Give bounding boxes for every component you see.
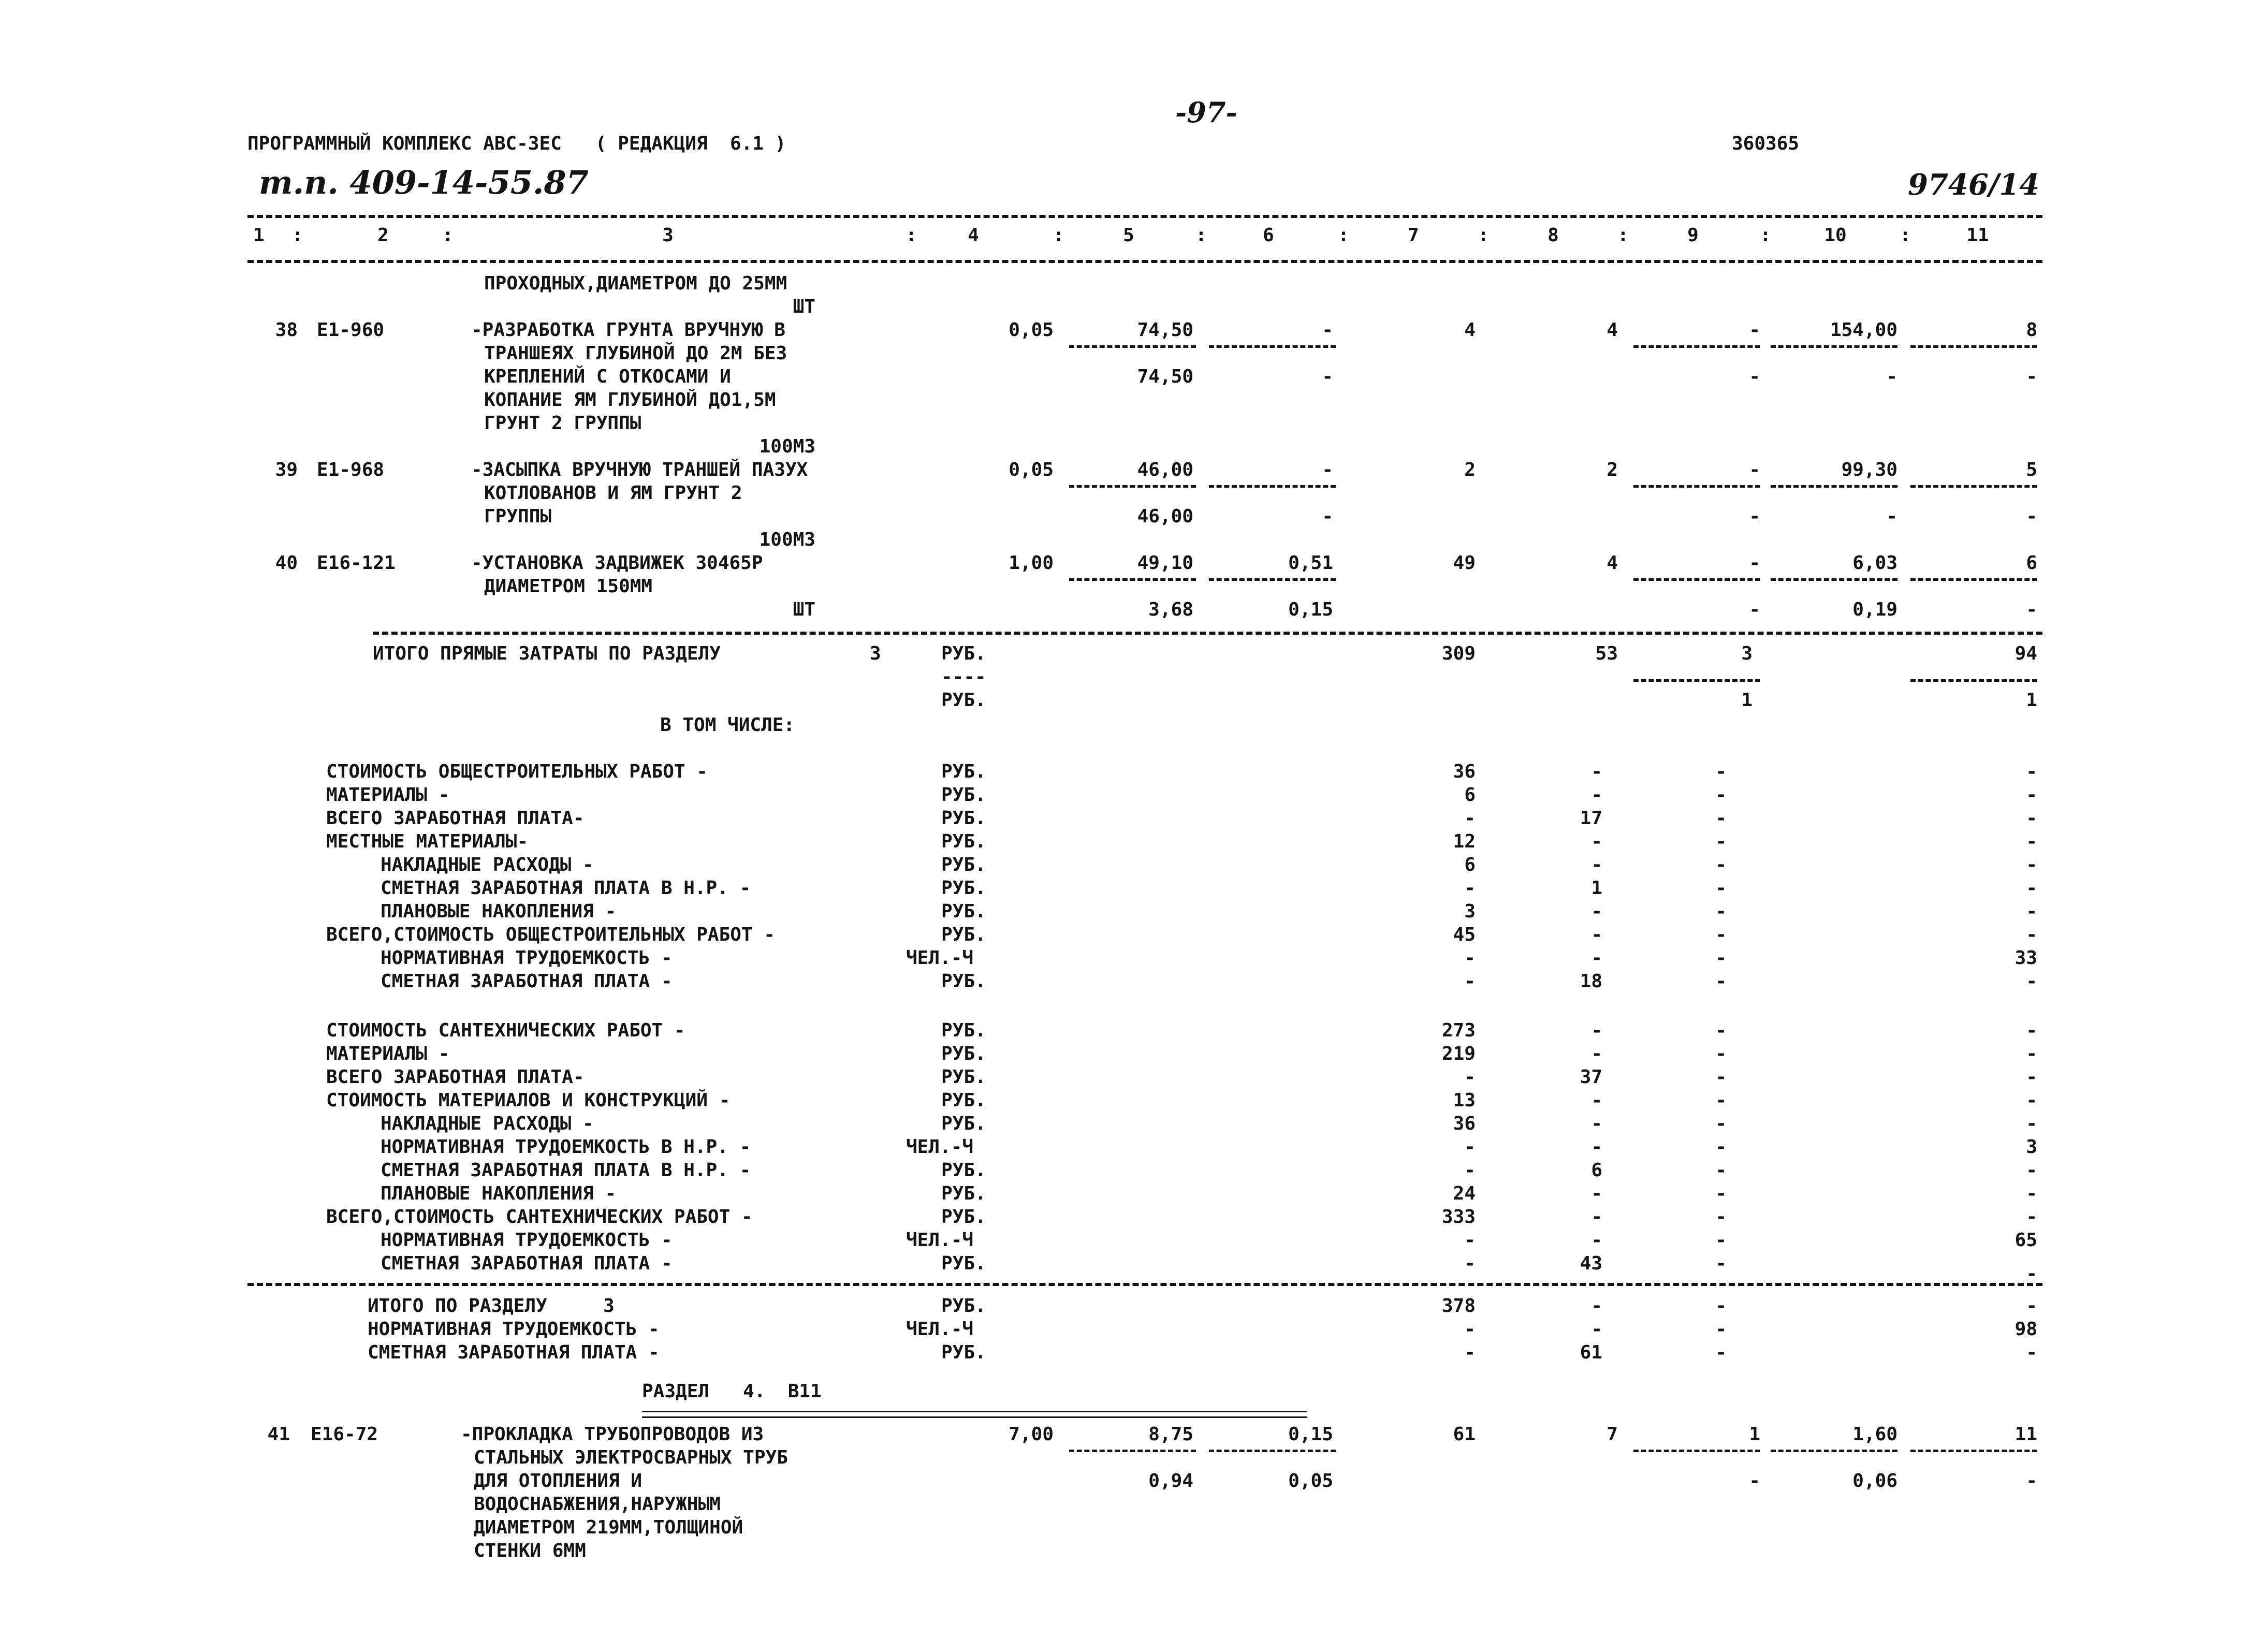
general-works-c11: - — [2026, 831, 2037, 852]
general-works-c9: - — [1715, 761, 1727, 782]
general-works-label: ПЛАНОВЫЕ НАКОПЛЕНИЯ - — [381, 901, 617, 922]
project-reference: т.п. 409-14-55.87 — [259, 164, 589, 201]
plumbing-works-c9: - — [1715, 1113, 1727, 1134]
plumbing-works-c7: - — [1464, 1066, 1476, 1088]
general-works-c11: 33 — [2014, 947, 2037, 969]
section-total-c9: 3 — [1741, 643, 1753, 664]
item-description: -ЗАСЫПКА ВРУЧНУЮ ТРАНШЕЙ ПАЗУХ — [471, 459, 808, 480]
general-works-label: НОРМАТИВНАЯ ТРУДОЕМКОСТЬ - — [381, 947, 673, 969]
general-works-label: МАТЕРИАЛЫ - — [326, 784, 450, 806]
item-description: СТЕНКИ 6ММ — [474, 1540, 586, 1561]
item-value-c7: 49 — [1453, 552, 1476, 574]
plumbing-works-c7: 333 — [1441, 1206, 1476, 1227]
sub-rule — [1910, 345, 2037, 348]
general-works-c7: 45 — [1453, 924, 1476, 945]
general-works-c11: - — [2026, 971, 2037, 992]
section-total-label: ИТОГО ПРЯМЫЕ ЗАТРАТЫ ПО РАЗДЕЛУ — [373, 643, 721, 664]
grand-total-unit: РУБ. — [941, 1342, 986, 1363]
general-works-unit: РУБ. — [941, 761, 986, 782]
plumbing-works-c7: 273 — [1441, 1020, 1476, 1041]
general-works-c9: - — [1715, 808, 1727, 829]
sub-rule — [1633, 578, 1760, 581]
sub-rule — [1771, 578, 1897, 581]
section-total-rule — [373, 632, 2042, 635]
general-works-c11: - — [2026, 808, 2037, 829]
item-value-c4: 1,00 — [1009, 552, 1054, 574]
item-description: -ПРОКЛАДКА ТРУБОПРОВОДОВ ИЗ — [461, 1424, 764, 1445]
plumbing-works-unit: РУБ. — [941, 1020, 986, 1041]
general-works-c11: - — [2026, 784, 2037, 806]
general-works-c11: - — [2026, 901, 2037, 922]
general-works-c7: 3 — [1464, 901, 1476, 922]
general-works-c9: - — [1715, 924, 1727, 945]
column-separator: : — [1195, 225, 1207, 246]
general-works-c8: - — [1591, 901, 1602, 922]
plumbing-works-c7: 24 — [1453, 1183, 1476, 1204]
plumbing-works-c8: - — [1591, 1020, 1602, 1041]
general-works-unit: РУБ. — [941, 878, 986, 899]
plumbing-works-c9: - — [1715, 1020, 1727, 1041]
item-unit: ШТ — [793, 599, 815, 620]
grand-total-c7: - — [1464, 1319, 1476, 1340]
column-header: 5 — [1123, 225, 1134, 246]
item-value-c10: 6,03 — [1852, 552, 1897, 574]
item-value-c6: - — [1322, 319, 1333, 341]
column-header: 11 — [1966, 225, 1989, 246]
section-total-c11b: 1 — [2026, 690, 2037, 711]
item-value-c9: 1 — [1749, 1424, 1760, 1445]
item-unit: ШТ — [793, 296, 815, 317]
general-works-c8: 1 — [1591, 878, 1602, 899]
item-description: -РАЗРАБОТКА ГРУНТА ВРУЧНУЮ В — [471, 319, 785, 341]
item-description: СТАЛЬНЫХ ЭЛЕКТРОСВАРНЫХ ТРУБ — [474, 1447, 788, 1468]
including-label: В ТОМ ЧИСЛЕ: — [660, 714, 795, 736]
plumbing-works-unit: ЧЕЛ.-Ч — [906, 1230, 974, 1251]
general-works-c8: - — [1591, 854, 1602, 875]
item-description: ДИАМЕТРОМ 219ММ,ТОЛЩИНОЙ — [474, 1517, 743, 1538]
plumbing-works-unit: РУБ. — [941, 1113, 986, 1134]
column-header: 2 — [377, 225, 389, 246]
sub-rule — [1633, 1450, 1760, 1452]
plumbing-works-c11: - — [2026, 1263, 2037, 1284]
sub-rule — [1771, 485, 1897, 488]
item-subvalue-c9b: - — [1749, 366, 1760, 387]
general-works-label: СМЕТНАЯ ЗАРАБОТНАЯ ПЛАТА В Н.Р. - — [381, 878, 751, 899]
item-code: Е1-960 — [317, 319, 385, 341]
plumbing-works-c8: 43 — [1580, 1253, 1602, 1274]
plumbing-works-c11: - — [2026, 1183, 2037, 1204]
item-value-c5: 46,00 — [1137, 459, 1193, 480]
plumbing-works-label: ВСЕГО ЗАРАБОТНАЯ ПЛАТА- — [326, 1066, 585, 1088]
plumbing-works-c8: 37 — [1580, 1066, 1602, 1088]
plumbing-works-c9: - — [1715, 1090, 1727, 1111]
general-works-c9: - — [1715, 831, 1727, 852]
general-works-unit: РУБ. — [941, 971, 986, 992]
plumbing-works-c9: - — [1715, 1160, 1727, 1181]
column-header: 10 — [1824, 225, 1847, 246]
general-works-c11: - — [2026, 878, 2037, 899]
plumbing-works-unit: РУБ. — [941, 1066, 986, 1088]
item-value-c9: - — [1749, 319, 1760, 341]
table-top-rule — [247, 215, 2042, 218]
item-value-c9: - — [1749, 552, 1760, 574]
column-separator: : — [906, 225, 917, 246]
general-works-c11: - — [2026, 924, 2037, 945]
item-subvalue-c11b: - — [2026, 1470, 2037, 1492]
sub-rule — [1069, 578, 1196, 581]
plumbing-works-c8: - — [1591, 1090, 1602, 1111]
general-works-c7: - — [1464, 878, 1476, 899]
item-description: ВОДОСНАБЖЕНИЯ,НАРУЖНЫМ — [474, 1494, 721, 1515]
general-works-unit: РУБ. — [941, 854, 986, 875]
sub-rule — [1069, 345, 1196, 348]
grand-total-c7: - — [1464, 1342, 1476, 1363]
plumbing-works-c8: - — [1591, 1183, 1602, 1204]
item-subvalue-c10b: - — [1886, 506, 1897, 527]
general-works-c7: - — [1464, 947, 1476, 969]
plumbing-works-c11: - — [2026, 1090, 2037, 1111]
grand-total-rule — [247, 1283, 2042, 1286]
general-works-c7: 6 — [1464, 784, 1476, 806]
item-number: 38 — [275, 319, 298, 341]
grand-total-label: СМЕТНАЯ ЗАРАБОТНАЯ ПЛАТА - — [368, 1342, 660, 1363]
general-works-c7: - — [1464, 808, 1476, 829]
item-code: Е16-121 — [317, 552, 396, 574]
sub-rule — [1069, 485, 1196, 488]
grand-total-c9: - — [1715, 1295, 1727, 1317]
plumbing-works-label: ПЛАНОВЫЕ НАКОПЛЕНИЯ - — [381, 1183, 617, 1204]
item-description: ГРУНТ 2 ГРУППЫ — [484, 413, 641, 434]
plumbing-works-c11: 65 — [2014, 1230, 2037, 1251]
general-works-label: СМЕТНАЯ ЗАРАБОТНАЯ ПЛАТА - — [381, 971, 673, 992]
sub-rule — [1771, 345, 1897, 348]
section-total-unit-2: РУБ. — [941, 690, 986, 711]
plumbing-works-c9: - — [1715, 1230, 1727, 1251]
sub-rule — [1633, 679, 1760, 682]
column-header: 6 — [1263, 225, 1274, 246]
item-subvalue-c5b: 74,50 — [1137, 366, 1193, 387]
plumbing-works-c9: - — [1715, 1183, 1727, 1204]
sub-rule — [1069, 1450, 1196, 1452]
item-value-c9: - — [1749, 459, 1760, 480]
plumbing-works-c8: - — [1591, 1230, 1602, 1251]
item-subvalue-c11b: - — [2026, 506, 2037, 527]
item-value-c5: 49,10 — [1137, 552, 1193, 574]
item-unit: 100М3 — [759, 436, 815, 457]
plumbing-works-c11: - — [2026, 1066, 2037, 1088]
plumbing-works-c7: 36 — [1453, 1113, 1476, 1134]
general-works-c11: - — [2026, 854, 2037, 875]
plumbing-works-c11: - — [2026, 1113, 2037, 1134]
item-value-c6: 0,15 — [1288, 1424, 1333, 1445]
column-header: 4 — [968, 225, 979, 246]
grand-total-c11: - — [2026, 1342, 2037, 1363]
plumbing-works-c7: - — [1464, 1230, 1476, 1251]
item-subvalue-c9b: - — [1749, 1470, 1760, 1492]
plumbing-works-label: СМЕТНАЯ ЗАРАБОТНАЯ ПЛАТА В Н.Р. - — [381, 1160, 751, 1181]
general-works-c9: - — [1715, 971, 1727, 992]
item-value-c8: 2 — [1607, 459, 1618, 480]
item-value-c7: 2 — [1464, 459, 1476, 480]
item-value-c7: 4 — [1464, 319, 1476, 341]
grand-total-label: НОРМАТИВНАЯ ТРУДОЕМКОСТЬ - — [368, 1319, 660, 1340]
column-separator: : — [1617, 225, 1629, 246]
column-header: 9 — [1687, 225, 1699, 246]
item-value-c11: 6 — [2026, 552, 2037, 574]
plumbing-works-c7: - — [1464, 1253, 1476, 1274]
item-value-c11: 5 — [2026, 459, 2037, 480]
plumbing-works-c7: - — [1464, 1136, 1476, 1158]
sub-rule — [1209, 345, 1336, 348]
plumbing-works-c11: - — [2026, 1206, 2037, 1227]
plumbing-works-c7: - — [1464, 1160, 1476, 1181]
general-works-label: ВСЕГО,СТОИМОСТЬ ОБЩЕСТРОИТЕЛЬНЫХ РАБОТ - — [326, 924, 775, 945]
item-description: ПРОХОДНЫХ,ДИАМЕТРОМ ДО 25ММ — [484, 273, 787, 294]
sub-rule — [1633, 345, 1760, 348]
general-works-c7: 6 — [1464, 854, 1476, 875]
sub-rule — [1209, 1450, 1336, 1452]
section-total-number: 3 — [870, 643, 881, 664]
item-subvalue-c9b: - — [1749, 599, 1760, 620]
general-works-c11: - — [2026, 761, 2037, 782]
item-value-c4: 0,05 — [1009, 459, 1054, 480]
item-subvalue-c10b: - — [1886, 366, 1897, 387]
item-number: 39 — [275, 459, 298, 480]
plumbing-works-label: СТОИМОСТЬ МАТЕРИАЛОВ И КОНСТРУКЦИЙ - — [326, 1090, 731, 1111]
item-value-c8: 4 — [1607, 319, 1618, 341]
grand-total-c8: - — [1591, 1295, 1602, 1317]
column-separator: : — [1053, 225, 1064, 246]
general-works-c8: - — [1591, 947, 1602, 969]
sub-rule — [1910, 679, 2037, 682]
archive-reference: 9746/14 — [1908, 168, 2040, 202]
plumbing-works-c8: - — [1591, 1043, 1602, 1064]
plumbing-works-unit: РУБ. — [941, 1183, 986, 1204]
plumbing-works-c8: - — [1591, 1113, 1602, 1134]
item-value-c11: 11 — [2014, 1424, 2037, 1445]
section-4-double-rule — [642, 1411, 1307, 1418]
column-header: 7 — [1408, 225, 1419, 246]
plumbing-works-label: МАТЕРИАЛЫ - — [326, 1043, 450, 1064]
column-header: 3 — [662, 225, 674, 246]
general-works-c8: 18 — [1580, 971, 1602, 992]
item-subvalue-c9b: - — [1749, 506, 1760, 527]
sub-rule — [1910, 578, 2037, 581]
plumbing-works-c8: - — [1591, 1206, 1602, 1227]
plumbing-works-c9: - — [1715, 1136, 1727, 1158]
sub-rule — [1209, 578, 1336, 581]
page-number: -97- — [1175, 96, 1237, 129]
general-works-c8: - — [1591, 924, 1602, 945]
item-subvalue-c10b: 0,19 — [1852, 599, 1897, 620]
plumbing-works-label: СТОИМОСТЬ САНТЕХНИЧЕСКИХ РАБОТ - — [326, 1020, 685, 1041]
column-header: 1 — [253, 225, 265, 246]
item-description: КОТЛОВАНОВ И ЯМ ГРУНТ 2 — [484, 483, 742, 504]
plumbing-works-unit: РУБ. — [941, 1090, 986, 1111]
general-works-c8: - — [1591, 831, 1602, 852]
item-value-c4: 0,05 — [1009, 319, 1054, 341]
plumbing-works-unit: РУБ. — [941, 1160, 986, 1181]
column-separator: : — [292, 225, 303, 246]
column-separator: : — [442, 225, 454, 246]
item-description: -УСТАНОВКА ЗАДВИЖЕК 30465Р — [471, 552, 763, 574]
item-unit: 100М3 — [759, 529, 815, 550]
column-separator: : — [1338, 225, 1349, 246]
item-subvalue-c6b: - — [1322, 366, 1333, 387]
grand-total-c8: - — [1591, 1319, 1602, 1340]
plumbing-works-c8: 6 — [1591, 1160, 1602, 1181]
general-works-c8: 17 — [1580, 808, 1602, 829]
section-total-unit: РУБ. — [941, 643, 986, 664]
section-4-title: РАЗДЕЛ 4. В11 — [642, 1381, 822, 1402]
item-value-c10: 99,30 — [1841, 459, 1897, 480]
plumbing-works-label: ВСЕГО,СТОИМОСТЬ САНТЕХНИЧЕСКИХ РАБОТ - — [326, 1206, 753, 1227]
item-code: Е1-968 — [317, 459, 385, 480]
plumbing-works-label: НОРМАТИВНАЯ ТРУДОЕМКОСТЬ В Н.Р. - — [381, 1136, 751, 1158]
general-works-unit: РУБ. — [941, 924, 986, 945]
item-number: 40 — [275, 552, 298, 574]
plumbing-works-label: НАКЛАДНЫЕ РАСХОДЫ - — [381, 1113, 594, 1134]
general-works-label: СТОИМОСТЬ ОБЩЕСТРОИТЕЛЬНЫХ РАБОТ - — [326, 761, 708, 782]
general-works-c9: - — [1715, 878, 1727, 899]
item-subvalue-c10b: 0,06 — [1852, 1470, 1897, 1492]
column-separator: : — [1900, 225, 1911, 246]
grand-total-c9: - — [1715, 1319, 1727, 1340]
general-works-unit: РУБ. — [941, 901, 986, 922]
grand-total-c11: 98 — [2014, 1319, 2037, 1340]
section-total-c11: 94 — [2014, 643, 2037, 664]
item-subvalue-c11b: - — [2026, 366, 2037, 387]
item-subvalue-c5b: 3,68 — [1148, 599, 1193, 620]
general-works-c9: - — [1715, 854, 1727, 875]
table-header-rule — [247, 260, 2042, 263]
plumbing-works-label: СМЕТНАЯ ЗАРАБОТНАЯ ПЛАТА - — [381, 1253, 673, 1274]
item-description: ГРУППЫ — [484, 506, 552, 527]
general-works-label: МЕСТНЫЕ МАТЕРИАЛЫ- — [326, 831, 529, 852]
column-header: 8 — [1547, 225, 1559, 246]
grand-total-unit: РУБ. — [941, 1295, 986, 1317]
plumbing-works-c9: - — [1715, 1253, 1727, 1274]
plumbing-works-c7: 13 — [1453, 1090, 1476, 1111]
item-value-c4: 7,00 — [1009, 1424, 1054, 1445]
item-value-c10: 154,00 — [1830, 319, 1897, 341]
item-description: ДЛЯ ОТОПЛЕНИЯ И — [474, 1470, 643, 1492]
grand-total-unit: ЧЕЛ.-Ч — [906, 1319, 974, 1340]
plumbing-works-c8: - — [1591, 1136, 1602, 1158]
plumbing-works-c11: - — [2026, 1160, 2037, 1181]
item-value-c5: 74,50 — [1137, 319, 1193, 341]
general-works-unit: РУБ. — [941, 831, 986, 852]
plumbing-works-c9: - — [1715, 1043, 1727, 1064]
item-value-c5: 8,75 — [1148, 1424, 1193, 1445]
plumbing-works-unit: ЧЕЛ.-Ч — [906, 1136, 974, 1158]
general-works-c8: - — [1591, 761, 1602, 782]
column-separator: : — [1478, 225, 1489, 246]
unit-underline: ---- — [941, 666, 986, 688]
plumbing-works-c11: - — [2026, 1020, 2037, 1041]
item-subvalue-c6b: 0,05 — [1288, 1470, 1333, 1492]
plumbing-works-c9: - — [1715, 1066, 1727, 1088]
item-value-c10: 1,60 — [1852, 1424, 1897, 1445]
plumbing-works-c11: - — [2026, 1043, 2037, 1064]
item-subvalue-c5b: 0,94 — [1148, 1470, 1193, 1492]
grand-total-c9: - — [1715, 1342, 1727, 1363]
section-total-c7: 309 — [1441, 643, 1476, 664]
item-description: КРЕПЛЕНИЙ С ОТКОСАМИ И — [484, 366, 731, 387]
plumbing-works-c11: 3 — [2026, 1136, 2037, 1158]
plumbing-works-c7: 219 — [1441, 1043, 1476, 1064]
grand-total-c11: - — [2026, 1295, 2037, 1317]
grand-total-c8: 61 — [1580, 1342, 1602, 1363]
plumbing-works-unit: РУБ. — [941, 1043, 986, 1064]
plumbing-works-c9: - — [1715, 1206, 1727, 1227]
plumbing-works-label: НОРМАТИВНАЯ ТРУДОЕМКОСТЬ - — [381, 1230, 673, 1251]
item-code: Е16-72 — [311, 1424, 378, 1445]
item-value-c8: 4 — [1607, 552, 1618, 574]
general-works-c9: - — [1715, 901, 1727, 922]
general-works-c7: - — [1464, 971, 1476, 992]
sub-rule — [1633, 485, 1760, 488]
sub-rule — [1910, 1450, 2037, 1452]
general-works-c8: - — [1591, 784, 1602, 806]
item-subvalue-c6b: 0,15 — [1288, 599, 1333, 620]
item-value-c7: 61 — [1453, 1424, 1476, 1445]
general-works-unit: ЧЕЛ.-Ч — [906, 947, 974, 969]
general-works-c9: - — [1715, 947, 1727, 969]
general-works-c9: - — [1715, 784, 1727, 806]
sub-rule — [1209, 485, 1336, 488]
general-works-unit: РУБ. — [941, 808, 986, 829]
item-number: 41 — [267, 1424, 290, 1445]
general-works-c7: 36 — [1453, 761, 1476, 782]
general-works-c7: 12 — [1453, 831, 1476, 852]
plumbing-works-unit: РУБ. — [941, 1206, 986, 1227]
item-description: КОПАНИЕ ЯМ ГЛУБИНОЙ ДО1,5М — [484, 389, 776, 411]
grand-total-label: ИТОГО ПО РАЗДЕЛУ 3 — [368, 1295, 615, 1317]
section-total-c9b: 1 — [1741, 690, 1753, 711]
item-value-c6: 0,51 — [1288, 552, 1333, 574]
item-value-c6: - — [1322, 459, 1333, 480]
column-separator: : — [1760, 225, 1771, 246]
general-works-label: НАКЛАДНЫЕ РАСХОДЫ - — [381, 854, 594, 875]
document-code: 360365 — [1732, 133, 1800, 154]
section-total-c8: 53 — [1595, 643, 1618, 664]
sub-rule — [1771, 1450, 1897, 1452]
plumbing-works-unit: РУБ. — [941, 1253, 986, 1274]
item-description: ТРАНШЕЯХ ГЛУБИНОЙ ДО 2М БЕЗ — [484, 343, 787, 364]
general-works-label: ВСЕГО ЗАРАБОТНАЯ ПЛАТА- — [326, 808, 585, 829]
sub-rule — [1910, 485, 2037, 488]
item-subvalue-c5b: 46,00 — [1137, 506, 1193, 527]
item-value-c11: 8 — [2026, 319, 2037, 341]
item-value-c8: 7 — [1607, 1424, 1618, 1445]
item-description: ДИАМЕТРОМ 150ММ — [484, 576, 653, 597]
item-subvalue-c11b: - — [2026, 599, 2037, 620]
grand-total-c7: 378 — [1441, 1295, 1476, 1317]
general-works-unit: РУБ. — [941, 784, 986, 806]
item-subvalue-c6b: - — [1322, 506, 1333, 527]
program-title: ПРОГРАММНЫЙ КОМПЛЕКС АВС-3ЕС ( РЕДАКЦИЯ 6.1 ) — [247, 133, 786, 154]
